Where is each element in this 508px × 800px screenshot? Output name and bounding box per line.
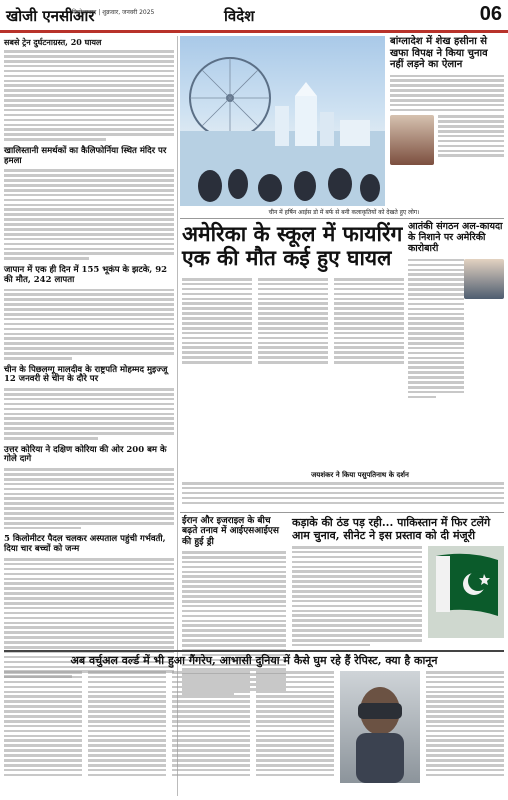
pakistan-story: [292, 516, 504, 646]
sheikh-hasina-photo: [390, 115, 434, 165]
pakistan-flag-photo: [428, 546, 504, 638]
story-train-body: [4, 50, 174, 141]
bottom-title: अब वर्चुअल वर्ल्ड में भी हुआ गैंगरेप, आभासी दुनिया में कैसे घुम रहे हैं रेपिस्ट, क्या है कानून: [70, 654, 438, 667]
mid-divider: [180, 512, 504, 513]
jaishankar-label: जयशंकर ने किया पसुपतिनाथ के दर्शन: [311, 470, 409, 479]
story-khalistan-body: [4, 169, 174, 260]
vr-headset-icon: [340, 671, 420, 783]
photo-caption: चीन में हर्षिन आईस डो में बर्फ से बनी कलाकृतियों को देखते हुए लोग।: [268, 209, 420, 216]
main-headline: अमेरिका के स्कूल में फायरिंग एक की मौत कई हुए घायल: [182, 221, 403, 270]
ice-sculpture-photo: [180, 36, 385, 206]
alqaeda-story: [408, 222, 504, 462]
story-korea-title: उत्तर कोरिया ने दक्षिण कोरिया की ओर 200 बम के गोले दागे: [4, 444, 167, 465]
page-number: 06: [479, 3, 502, 25]
story-japan-title: जापान में एक ही दिन में 155 भूकंप के झटके, 92 की मौत, 242 लापता: [4, 264, 168, 285]
story-korea-body: [4, 468, 174, 529]
story-maldives-title: चीन के पिछलग्गू मालदीव के राष्ट्रपति मोहम्मद मुइज्जू 12 जनवरी से चीन के दौरे पर: [4, 364, 168, 385]
masthead-rule: [0, 30, 508, 33]
bottom-columns: [4, 671, 504, 783]
iran-title: ईरान और इजराइल के बीच बढ़ते तनाव में आईएसआईएस की हुई ड्री: [182, 516, 279, 547]
ice-sculpture-illustration: [180, 36, 385, 206]
pakistan-flag-icon: [428, 546, 504, 638]
bangladesh-title: बांग्लादेश में शेख हसीना से खफा विपक्ष ने किया चुनाव नहीं लड़ने का ऐलान: [390, 36, 488, 70]
story-train-title: सबसे ट्रेन दुर्घटनाग्रस्त, 20 घायल: [4, 37, 102, 47]
businessman-photo: [464, 259, 504, 299]
bottom-story: [4, 654, 504, 796]
story-japan-body: [4, 289, 174, 360]
alqaeda-title: आतंकी संगठन अल-कायदा के निशाने पर अमेरिकी कारोबारी: [408, 221, 503, 254]
date-line: फ़िरोज़ाबाद | शुक्रवार, जनवरी 2025: [72, 9, 155, 16]
story-maldives-body: [4, 388, 174, 440]
top-divider: [180, 218, 504, 219]
main-headline-block: [182, 222, 404, 270]
bottom-divider: [4, 650, 504, 652]
newspaper-brand: खोजी एनसीआर: [6, 7, 95, 25]
bangladesh-story: [390, 36, 504, 216]
alqaeda-body: [408, 259, 464, 399]
jaishankar-story: [182, 482, 504, 504]
story-khalistan-title: खालिस्तानी समर्थकों का कैलिफोर्निया स्थित मंदिर पर हमला: [4, 145, 167, 166]
vr-headset-photo: [340, 671, 420, 783]
pakistan-title: कड़ाके की ठंड पड़ रही... पाकिस्तान में फिर टलेंगे आम चुनाव, सीनेट ने इस प्रस्ताव को दी मंजूरी: [292, 516, 491, 542]
school-story-body: [182, 278, 404, 366]
section-title: विदेश: [224, 7, 255, 25]
story-pregnant-title: 5 किलोमीटर पैदल चलकर अस्पताल पहुंची गर्भवती, दिया चार बच्चों को जन्म: [4, 534, 166, 555]
bangladesh-body-2: [438, 115, 504, 157]
pakistan-body: [292, 546, 422, 646]
masthead: [0, 0, 508, 34]
bangladesh-body: [390, 75, 504, 112]
